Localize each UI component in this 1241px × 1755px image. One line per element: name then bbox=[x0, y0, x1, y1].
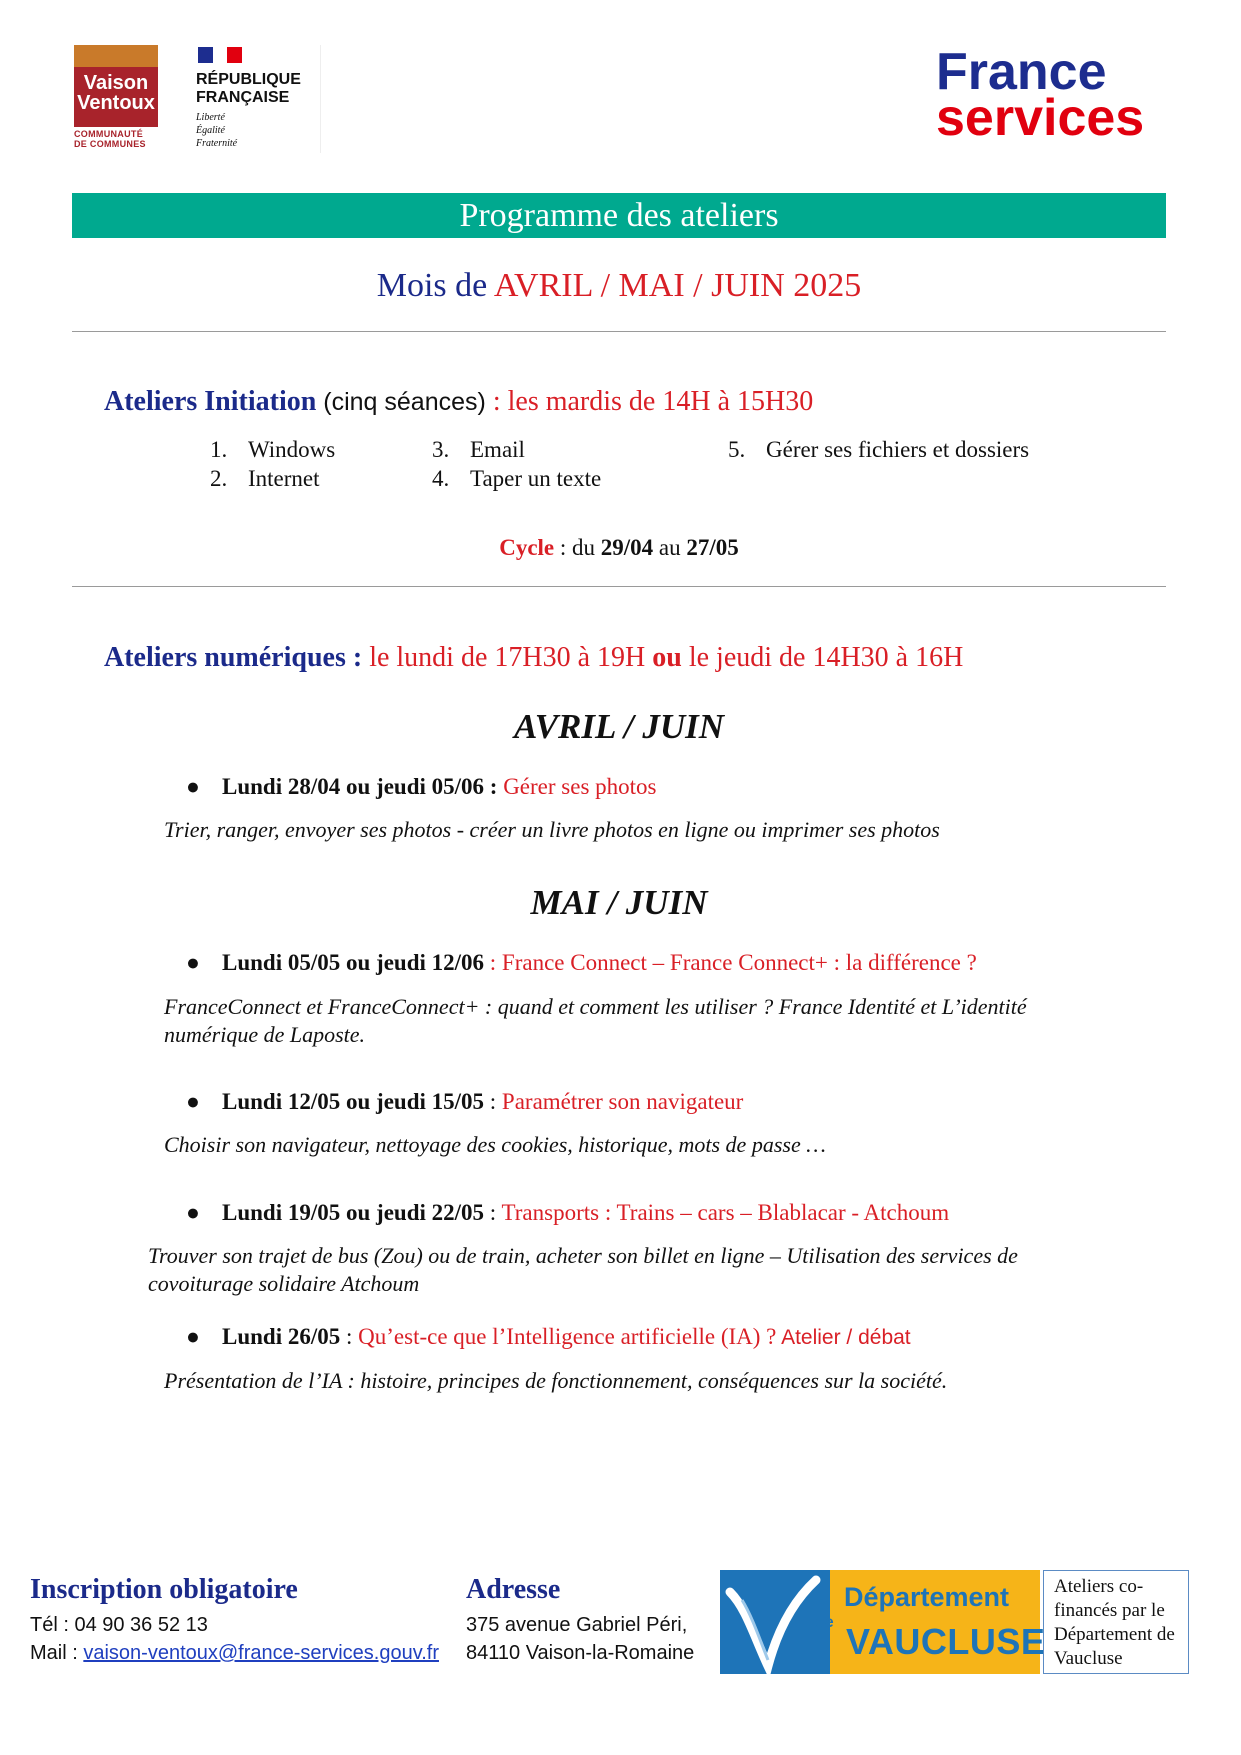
french-flag-icon bbox=[198, 47, 242, 63]
cycle-sep: : du bbox=[554, 535, 601, 560]
bullet-icon: ● bbox=[186, 1089, 200, 1114]
session-dates: Lundi 05/05 ou jeudi 12/06 bbox=[222, 950, 485, 975]
session-topic: Gérer ses photos bbox=[497, 774, 657, 799]
month-prefix: Mois de bbox=[376, 267, 494, 304]
numeriques-title: Ateliers numériques : bbox=[104, 642, 363, 673]
session-topic: Transports : Trains – cars – Blablacar - Atchoum bbox=[501, 1200, 950, 1225]
initiation-heading bbox=[104, 384, 813, 420]
numeriques-heading bbox=[104, 640, 963, 676]
session-description: FranceConnect et FranceConnect+ : quand et comment les utiliser ? France Identité et L’identité bbox=[164, 994, 1027, 1019]
session-sep: : bbox=[484, 1200, 502, 1225]
session-sep: : bbox=[484, 1089, 502, 1114]
rf-name-line2: FRANÇAISE bbox=[196, 89, 290, 106]
vv-logo-sub2: DE COMMUNES bbox=[74, 139, 146, 149]
session-dates: Lundi 28/04 ou jeudi 05/06 : bbox=[222, 774, 498, 799]
mail-line bbox=[30, 1640, 439, 1666]
rf-name bbox=[196, 71, 301, 107]
phone-number[interactable]: 04 90 36 52 13 bbox=[74, 1614, 208, 1636]
vaison-ventoux-logo-sub bbox=[74, 129, 158, 149]
session-dates: Lundi 26/05 bbox=[222, 1324, 341, 1349]
phone-label: Tél : bbox=[30, 1614, 75, 1636]
cycle-from: 29/04 bbox=[600, 535, 654, 560]
address-line-1: 375 avenue Gabriel Péri, bbox=[466, 1614, 688, 1636]
vv-logo-line1: Vaison bbox=[83, 72, 149, 94]
vaison-ventoux-logo bbox=[74, 45, 158, 151]
cycle-line bbox=[72, 533, 1166, 563]
initiation-sep: : bbox=[485, 386, 508, 417]
rf-motto-1: Liberté bbox=[196, 112, 225, 123]
list-item bbox=[210, 435, 336, 465]
bullet-icon: ● bbox=[186, 1324, 200, 1349]
numeriques-or: ou bbox=[652, 642, 682, 673]
rf-motto-3: Fraternité bbox=[196, 138, 238, 149]
bullet-icon: ● bbox=[186, 1200, 200, 1225]
session-description: Choisir son navigateur, nettoyage des cookies, historique, mots de passe … bbox=[164, 1132, 826, 1157]
session-description: Trouver son trajet de bus (Zou) ou de train, acheter son billet en ligne – Utilisation des services de bbox=[148, 1243, 1018, 1268]
session-description: covoiturage solidaire Atchoum bbox=[148, 1271, 420, 1296]
rf-name-line1: RÉPUBLIQUE bbox=[196, 71, 301, 88]
list-label: Email bbox=[470, 437, 525, 462]
initiation-subtitle: (cinq séances) bbox=[316, 388, 486, 416]
session-topic: Paramétrer son navigateur bbox=[501, 1089, 744, 1114]
list-item bbox=[210, 464, 320, 494]
session-topic: France Connect – France Connect+ : la différence ? bbox=[501, 950, 977, 975]
list-num: 1. bbox=[210, 437, 228, 462]
vaucluse-de-label: de bbox=[815, 1614, 834, 1631]
inscription-heading: Inscription obligatoire bbox=[30, 1574, 298, 1605]
session-sep: : bbox=[340, 1324, 359, 1349]
bullet-icon: ● bbox=[186, 774, 200, 799]
vaucluse-logo-mark bbox=[720, 1570, 830, 1674]
vaucluse-name: VAUCLUSE bbox=[846, 1621, 1046, 1662]
session-topic: Qu’est-ce que l’Intelligence artificielle (IA) ? bbox=[358, 1324, 777, 1349]
vv-logo-sub1: COMMUNAUTÉ bbox=[74, 129, 143, 139]
session-description: Trier, ranger, envoyer ses photos - créer un livre photos en ligne ou imprimer ses photos bbox=[164, 817, 940, 842]
france-services-logo bbox=[936, 43, 1166, 147]
month-heading bbox=[72, 265, 1166, 307]
list-num: 4. bbox=[432, 466, 450, 491]
fs-logo-line1: France bbox=[936, 43, 1107, 101]
list-item bbox=[432, 435, 525, 465]
list-label: Taper un texte bbox=[470, 466, 602, 491]
cycle-label: Cycle bbox=[499, 535, 555, 560]
republique-francaise-logo bbox=[196, 45, 321, 153]
program-banner: Programme des ateliers bbox=[72, 193, 1166, 238]
fs-logo-line2: services bbox=[936, 89, 1145, 147]
phone-line bbox=[30, 1612, 208, 1638]
address-heading: Adresse bbox=[466, 1574, 561, 1605]
vaucluse-logo bbox=[720, 1570, 1046, 1674]
session-dates: Lundi 12/05 ou jeudi 15/05 bbox=[222, 1089, 485, 1114]
period-heading: MAI / JUIN bbox=[530, 883, 708, 922]
session-dates: Lundi 19/05 ou jeudi 22/05 bbox=[222, 1200, 485, 1225]
divider bbox=[72, 331, 1166, 332]
email-link[interactable]: vaison-ventoux@france-services.gouv.fr bbox=[83, 1642, 439, 1664]
vaucluse-v-icon bbox=[720, 1570, 830, 1674]
list-label: Windows bbox=[248, 437, 336, 462]
cycle-mid: au bbox=[653, 535, 687, 560]
session-description: numérique de Laposte. bbox=[164, 1022, 366, 1047]
session-topic-extra: Atelier / débat bbox=[776, 1326, 911, 1349]
session-sep: : bbox=[484, 950, 502, 975]
numeriques-schedule-2: le jeudi de 14H30 à 16H bbox=[681, 642, 964, 673]
numeriques-schedule-1: le lundi de 17H30 à 19H bbox=[362, 642, 653, 673]
list-num: 5. bbox=[728, 437, 746, 462]
rf-motto-2: Égalité bbox=[196, 125, 225, 136]
session-description: Présentation de l’IA : histoire, principes de fonctionnement, conséquences sur la société. bbox=[164, 1368, 948, 1393]
list-num: 3. bbox=[432, 437, 450, 462]
period-heading: AVRIL / JUIN bbox=[513, 707, 725, 746]
list-item bbox=[432, 464, 602, 494]
divider bbox=[72, 586, 1166, 587]
month-value: AVRIL / MAI / JUIN 2025 bbox=[493, 267, 862, 304]
vaucluse-dep-label: Département bbox=[844, 1582, 1010, 1612]
cofinance-box: Ateliers co-financés par le Département de Vaucluse bbox=[1043, 1570, 1189, 1674]
list-label: Internet bbox=[248, 466, 320, 491]
list-item bbox=[728, 435, 1030, 465]
vaison-ventoux-logo-mark bbox=[74, 67, 158, 127]
rf-motto bbox=[196, 111, 237, 150]
mail-label: Mail : bbox=[30, 1642, 84, 1664]
bullet-icon: ● bbox=[186, 950, 200, 975]
list-label: Gérer ses fichiers et dossiers bbox=[766, 437, 1030, 462]
initiation-schedule: les mardis de 14H à 15H30 bbox=[507, 386, 814, 417]
vv-logo-line2: Ventoux bbox=[77, 92, 155, 114]
list-num: 2. bbox=[210, 466, 228, 491]
address-line-2: 84110 Vaison-la-Romaine bbox=[466, 1642, 695, 1664]
cycle-to: 27/05 bbox=[686, 535, 739, 560]
initiation-title: Ateliers Initiation bbox=[104, 386, 317, 417]
